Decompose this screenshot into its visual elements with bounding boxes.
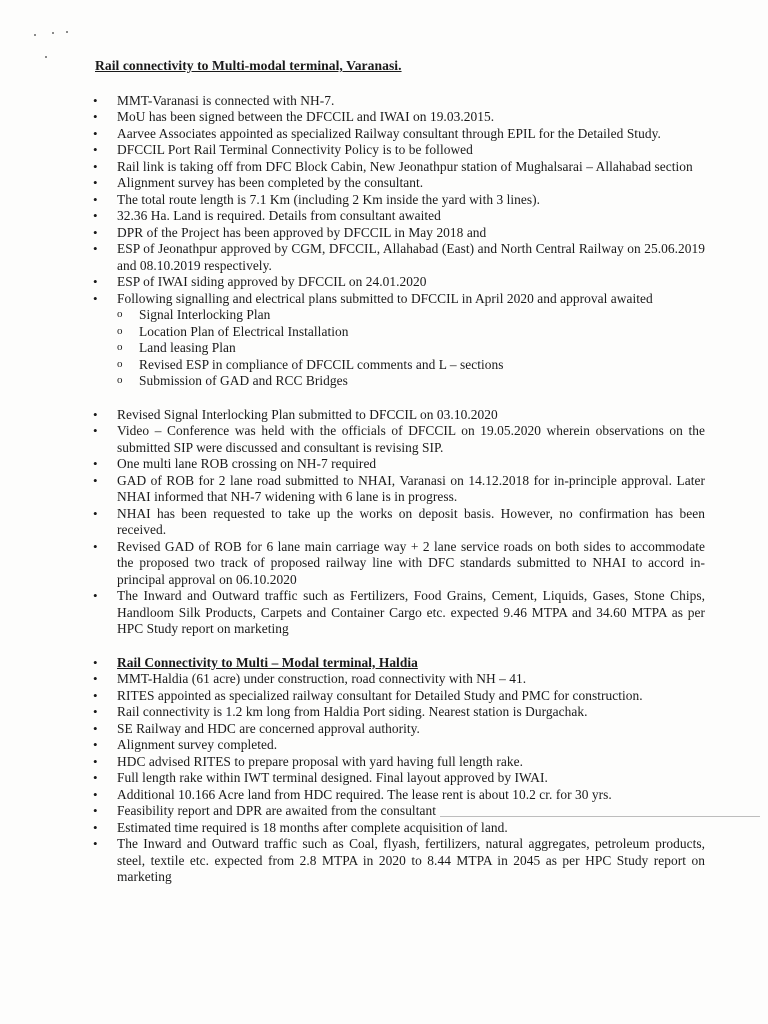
- list-item: • 32.36 Ha. Land is required. Details from consultant awaited: [93, 208, 705, 225]
- list-item: • One multi lane ROB crossing on NH-7 required: [93, 456, 705, 473]
- list-item: • MMT-Varanasi is connected with NH-7.: [93, 93, 705, 110]
- list-item-with-sublist: [93, 291, 705, 390]
- spacer: [93, 638, 705, 655]
- list-item: • Alignment survey has been completed by the consultant.: [93, 175, 705, 192]
- list-item: • MoU has been signed between the DFCCIL and IWAI on 19.03.2015.: [93, 109, 705, 126]
- list-item: • Aarvee Associates appointed as specialized Railway consultant through EPIL for the Detailed Study.: [93, 126, 705, 143]
- sublist-item: o Signal Interlocking Plan: [117, 307, 705, 324]
- plans-sublist: [117, 307, 705, 390]
- sublist-item: o Location Plan of Electrical Installation: [117, 324, 705, 341]
- sublist-item: o Submission of GAD and RCC Bridges: [117, 373, 705, 390]
- scan-specks: [30, 28, 90, 68]
- list-item: • Revised Signal Interlocking Plan submitted to DFCCIL on 03.10.2020: [93, 407, 705, 424]
- list-item: • DFCCIL Port Rail Terminal Connectivity Policy is to be followed: [93, 142, 705, 159]
- list-item: • Full length rake within IWT terminal designed. Final layout approved by IWAI.: [93, 770, 705, 787]
- speck: [52, 32, 54, 34]
- list-item: • DPR of the Project has been approved by DFCCIL in May 2018 and: [93, 225, 705, 242]
- spacer: [93, 390, 705, 407]
- haldia-heading: Rail Connectivity to Multi – Modal terminal, Haldia: [117, 654, 418, 670]
- list-item: • ESP of Jeonathpur approved by CGM, DFCCIL, Allahabad (East) and North Central Railway on 25.06.2019 and 08.10.2019 respectively.: [93, 241, 705, 274]
- list-item: • Rail connectivity is 1.2 km long from Haldia Port siding. Nearest station is Durgachak.: [93, 704, 705, 721]
- sublist-item: o Land leasing Plan: [117, 340, 705, 357]
- list-item: • Feasibility report and DPR are awaited from the consultant: [93, 803, 705, 820]
- list-item: • ESP of IWAI siding approved by DFCCIL on 24.01.2020: [93, 274, 705, 291]
- list-item: • HDC advised RITES to prepare proposal with yard having full length rake.: [93, 754, 705, 771]
- list-item: • The total route length is 7.1 Km (including 2 Km inside the yard with 3 lines).: [93, 192, 705, 209]
- list-item: • Revised GAD of ROB for 6 lane main carriage way + 2 lane service roads on both sides to accommodate the proposed two track of proposed railway line with DFC standards submitted to NHAI to accord in-principal approval on 06.10.2020: [93, 539, 705, 589]
- document-title: Rail connectivity to Multi-modal terminal, Varanasi.: [95, 58, 402, 73]
- list-item: • Rail link is taking off from DFC Block Cabin, New Jeonathpur station of Mughalsarai – Allahabad section: [93, 159, 705, 176]
- list-item: • MMT-Haldia (61 acre) under construction, road connectivity with NH – 41.: [93, 671, 705, 688]
- speck: [45, 56, 47, 58]
- list-item: • The Inward and Outward traffic such as Fertilizers, Food Grains, Cement, Liquids, Gases, Stone Chips, Handloom Silk Products, Carpets and Container Cargo etc. expected 9.46 MTPA and 34.60 MTPA as per HPC Study report on marketing: [93, 588, 705, 638]
- speck: [34, 34, 36, 36]
- list-item-text: Following signalling and electrical plans submitted to DFCCIL in April 2020 and approval awaited: [117, 290, 653, 306]
- list-item: • RITES appointed as specialized railway consultant for Detailed Study and PMC for construction.: [93, 688, 705, 705]
- list-item: • Video – Conference was held with the officials of DFCCIL on 19.05.2020 wherein observations on the submitted SIP were discussed and consultant is revising SIP.: [93, 423, 705, 456]
- document-content: [93, 58, 705, 886]
- list-item: • Estimated time required is 18 months after complete acquisition of land.: [93, 820, 705, 837]
- list-item: • GAD of ROB for 2 lane road submitted to NHAI, Varanasi on 14.12.2018 for in-principle approval. Later NHAI informed that NH-7 widening with 6 lane is in progress.: [93, 473, 705, 506]
- list-item: • Additional 10.166 Acre land from HDC required. The lease rent is about 10.2 cr. for 30 yrs.: [93, 787, 705, 804]
- list-item: • SE Railway and HDC are concerned approval authority.: [93, 721, 705, 738]
- sublist-item: o Revised ESP in compliance of DFCCIL comments and L – sections: [117, 357, 705, 374]
- section-heading-item: [93, 655, 705, 672]
- scan-artifact-line: [440, 816, 760, 817]
- varanasi-list-continued: [93, 407, 705, 638]
- haldia-list: [93, 655, 705, 886]
- varanasi-list: [93, 93, 705, 390]
- list-item: • NHAI has been requested to take up the works on deposit basis. However, no confirmation has been received.: [93, 506, 705, 539]
- list-item: • The Inward and Outward traffic such as Coal, flyash, fertilizers, natural aggregates, petroleum products, steel, textile etc. expected from 2.8 MTPA in 2020 to 8.44 MTPA in 2045 as per HPC Study report on marketing: [93, 836, 705, 886]
- list-item: • Alignment survey completed.: [93, 737, 705, 754]
- speck: [66, 31, 68, 33]
